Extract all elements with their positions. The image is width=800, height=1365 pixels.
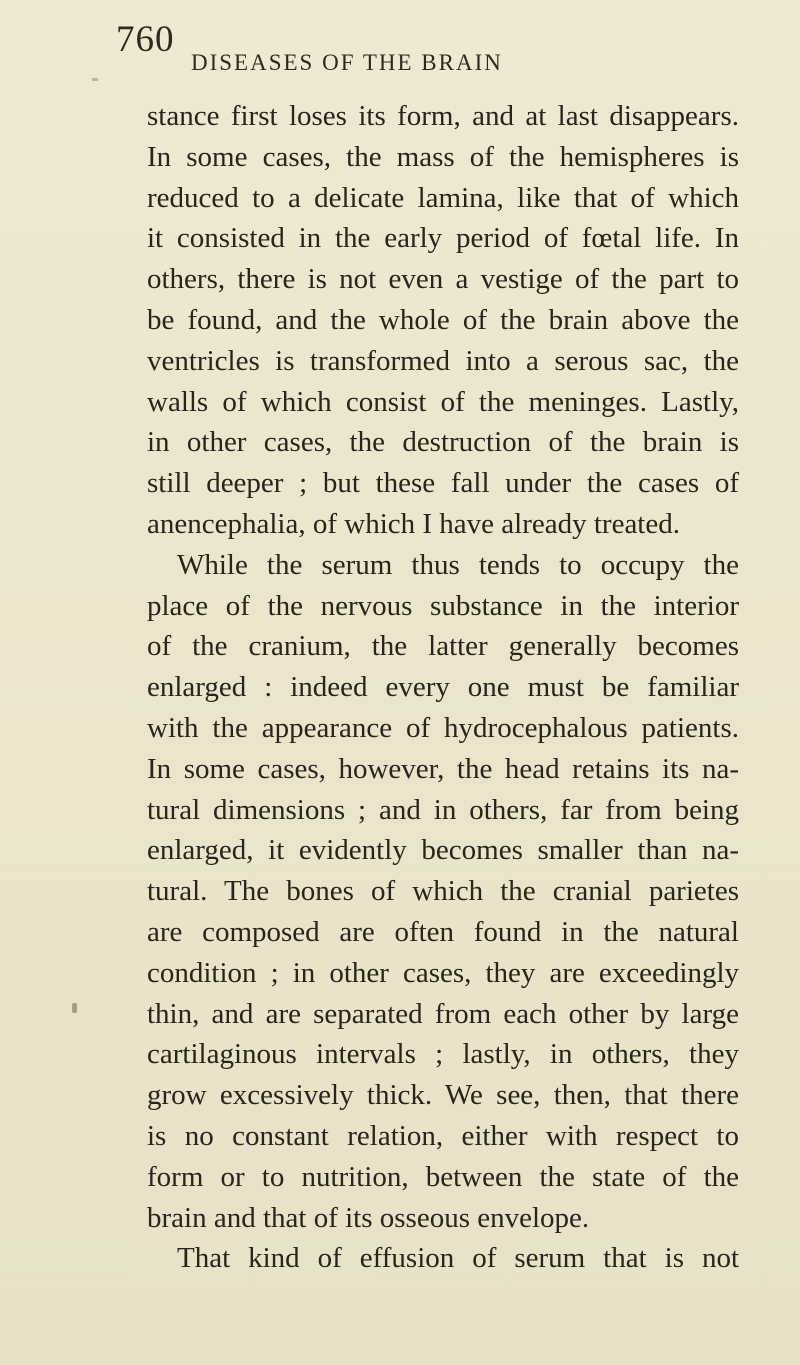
text-line: in other cases, the destruction of the brain is bbox=[147, 426, 739, 459]
text-line: grow excessively thick. We see, then, that there bbox=[147, 1079, 739, 1112]
text-line: with the appearance of hydrocephalous patients. bbox=[147, 711, 739, 744]
page-header bbox=[0, 18, 800, 78]
text-line: place of the nervous substance in the interior bbox=[147, 589, 739, 622]
text-line: is no constant relation, either with respect to bbox=[147, 1119, 739, 1152]
margin-ink-mark bbox=[72, 1003, 77, 1013]
page-number: 760 bbox=[116, 19, 175, 60]
paragraph-start-line: While the serum thus tends to occupy the bbox=[177, 548, 739, 581]
text-line: form or to nutrition, between the state of the bbox=[147, 1160, 739, 1193]
text-line: thin, and are separated from each other by large bbox=[147, 997, 739, 1030]
text-line: anencephalia, of which I have already treated. bbox=[147, 507, 680, 540]
text-line: others, there is not even a vestige of the part to bbox=[147, 263, 739, 296]
text-line: walls of which consist of the meninges. Lastly, bbox=[147, 385, 739, 418]
text-line: it consisted in the early period of fœtal life. In bbox=[147, 222, 739, 255]
body-text bbox=[147, 96, 739, 1279]
ink-speck bbox=[92, 78, 98, 81]
text-line: be found, and the whole of the brain above the bbox=[147, 303, 739, 336]
text-line: tural. The bones of which the cranial parietes bbox=[147, 875, 739, 908]
text-line: cartilaginous intervals ; lastly, in others, they bbox=[147, 1038, 739, 1071]
text-line: are composed are often found in the natural bbox=[147, 915, 739, 948]
text-line: still deeper ; but these fall under the cases of bbox=[147, 467, 739, 500]
text-line: reduced to a delicate lamina, like that of which bbox=[147, 181, 739, 214]
text-line: condition ; in other cases, they are exceedingly bbox=[147, 956, 739, 989]
text-line: tural dimensions ; and in others, far from being bbox=[147, 793, 739, 826]
text-line: In some cases, however, the head retains its na- bbox=[147, 752, 739, 785]
text-line: ventricles is transformed into a serous sac, the bbox=[147, 344, 739, 377]
text-line: enlarged, it evidently becomes smaller than na- bbox=[147, 834, 739, 867]
text-line: stance first loses its form, and at last disappears. bbox=[147, 100, 739, 132]
text-line: of the cranium, the latter generally becomes bbox=[147, 630, 739, 663]
text-line: brain and that of its osseous envelope. bbox=[147, 1201, 590, 1234]
text-line: In some cases, the mass of the hemispheres is bbox=[147, 140, 739, 173]
paragraph-start-line: That kind of effusion of serum that is not bbox=[177, 1242, 739, 1275]
text-line: enlarged : indeed every one must be familiar bbox=[147, 671, 739, 704]
running-head: DISEASES OF THE BRAIN bbox=[191, 50, 503, 75]
